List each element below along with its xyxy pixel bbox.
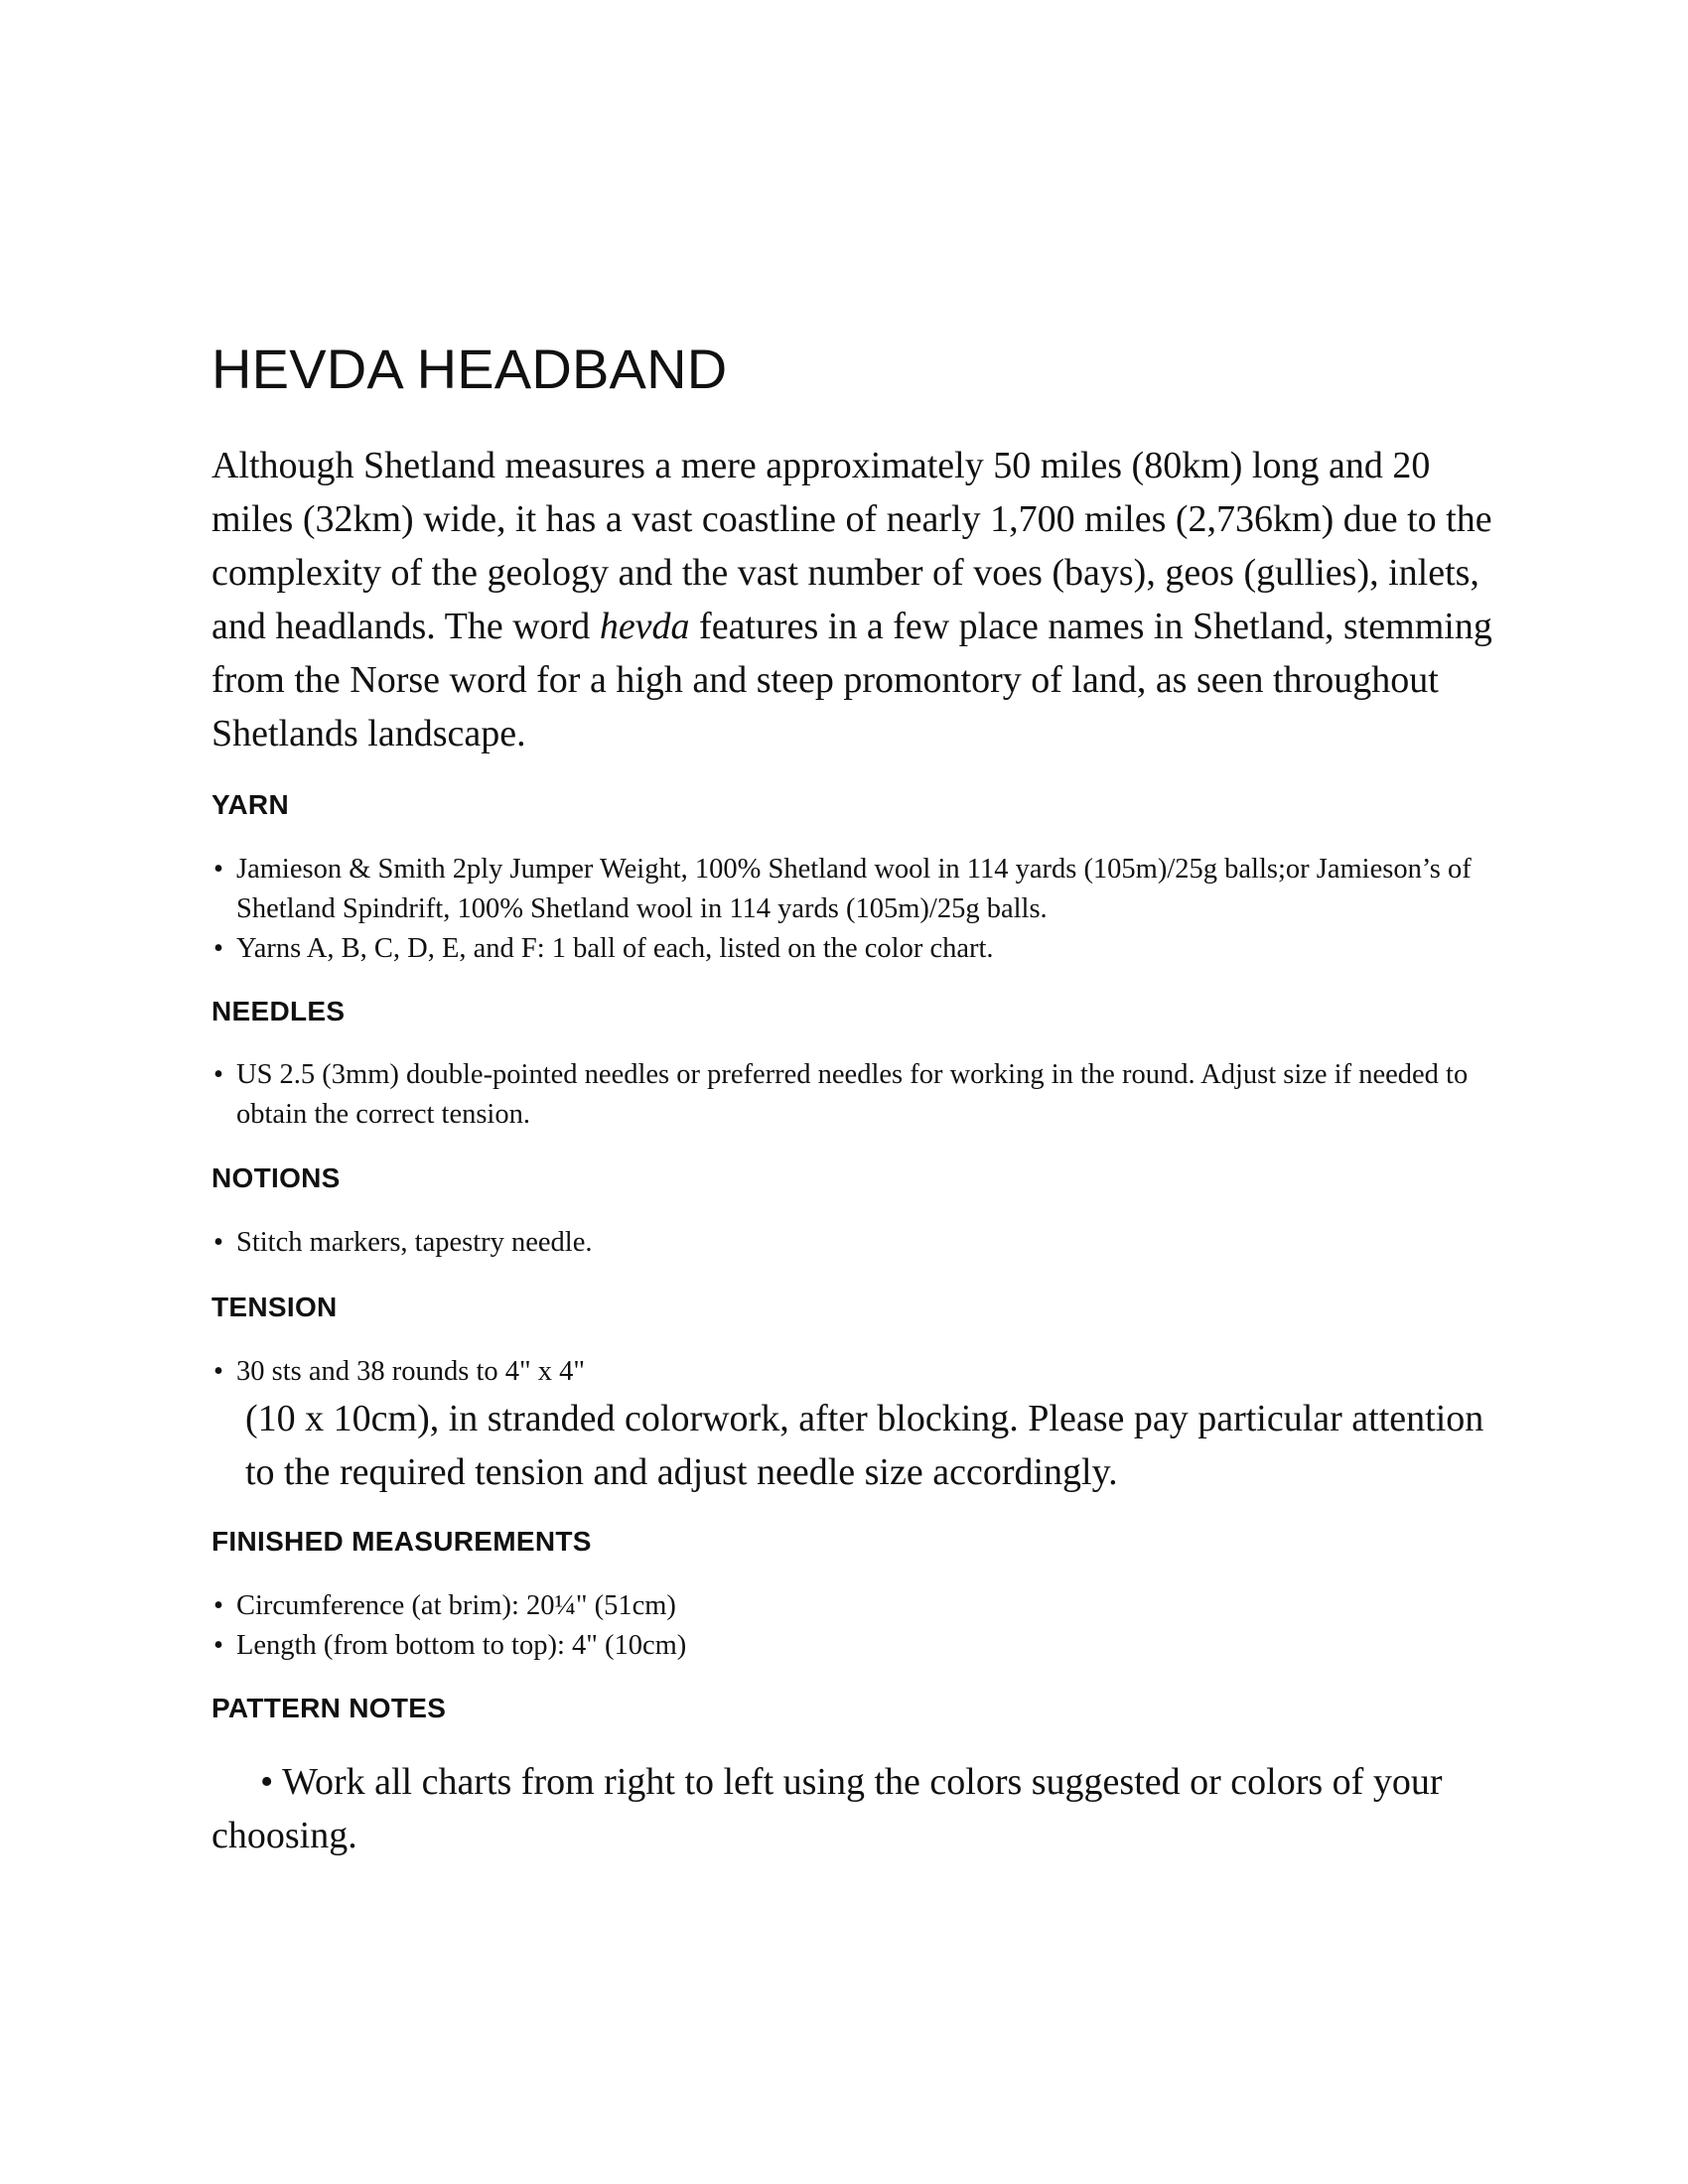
yarn-item bbox=[211, 929, 1492, 969]
bullet: • bbox=[213, 933, 223, 964]
needles-item-text: US 2.5 (3mm) double-pointed needles or preferred needles for working in the round. Adjust size if needed to obtain the correct tension. bbox=[236, 1059, 1469, 1130]
bullet: • bbox=[213, 1059, 223, 1090]
notions-list bbox=[211, 1223, 1492, 1263]
tension-item bbox=[211, 1352, 1492, 1392]
bullet: • bbox=[213, 1590, 223, 1621]
finished-measurements-list bbox=[211, 1586, 1492, 1666]
bullet: • bbox=[213, 1227, 223, 1258]
notions-item bbox=[211, 1223, 1492, 1263]
yarn-item-text: Yarns A, B, C, D, E, and F: 1 ball of each, listed on the color chart. bbox=[236, 933, 994, 964]
intro-text-end: features in a few place names in Shetland, stemming from the Norse word for a high and steep promontory of land, as seen throughout Shetlands landscape. bbox=[211, 606, 1492, 754]
yarn-item-text: Jamieson & Smith 2ply Jumper Weight, 100% Shetland wool in 114 yards (105m)/25g balls;or Jamieson’s of Shetland Spindrift, 100% Shetland wool in 114 yards (105m)/25g balls. bbox=[236, 854, 1472, 924]
bullet: • bbox=[213, 1630, 223, 1661]
measurement-item-text: Circumference (at brim): 20¼" (51cm) bbox=[236, 1590, 676, 1621]
measurement-item-text: Length (from bottom to top): 4" (10cm) bbox=[236, 1630, 687, 1661]
measurement-item bbox=[211, 1626, 1492, 1666]
notions-item-text: Stitch markers, tapestry needle. bbox=[236, 1227, 593, 1258]
intro-italic-word: hevda bbox=[599, 606, 690, 647]
yarn-item bbox=[211, 850, 1492, 929]
intro-text-start: Although Shetland measures a mere approximately 50 miles (80km) long and 20 miles (32km) wide, it has a vast coastline of nearly 1,700 miles (2,736km) due to the complexity of the geology and the vast number of voes (bays), geos (gullies), inlets, and headlands. The word bbox=[211, 445, 1492, 647]
tension-item-text: 30 sts and 38 rounds to 4" x 4" bbox=[236, 1356, 586, 1387]
needles-list bbox=[211, 1055, 1492, 1135]
bullet: • bbox=[213, 1356, 223, 1387]
pattern-note-item: • Work all charts from right to left using the colors suggested or colors of your choosing. bbox=[211, 1761, 1443, 1856]
notions-heading: NOTIONS bbox=[211, 1162, 341, 1193]
page-title: HEVDA HEADBAND bbox=[211, 338, 728, 400]
tension-heading: TENSION bbox=[211, 1292, 338, 1322]
finished-measurements-heading: FINISHED MEASUREMENTS bbox=[211, 1526, 592, 1557]
measurement-item bbox=[211, 1586, 1492, 1626]
bullet: • bbox=[213, 854, 223, 885]
tension-list bbox=[211, 1352, 1492, 1392]
intro-paragraph bbox=[211, 439, 1492, 760]
yarn-list bbox=[211, 850, 1492, 969]
yarn-heading: YARN bbox=[211, 789, 289, 820]
needles-item bbox=[211, 1055, 1492, 1135]
tension-continuation: (10 x 10cm), in stranded colorwork, after blocking. Please pay particular attention to the required tension and adjust needle size accordingly. bbox=[245, 1398, 1484, 1493]
needles-heading: NEEDLES bbox=[211, 996, 346, 1026]
pattern-notes-heading: PATTERN NOTES bbox=[211, 1693, 447, 1723]
